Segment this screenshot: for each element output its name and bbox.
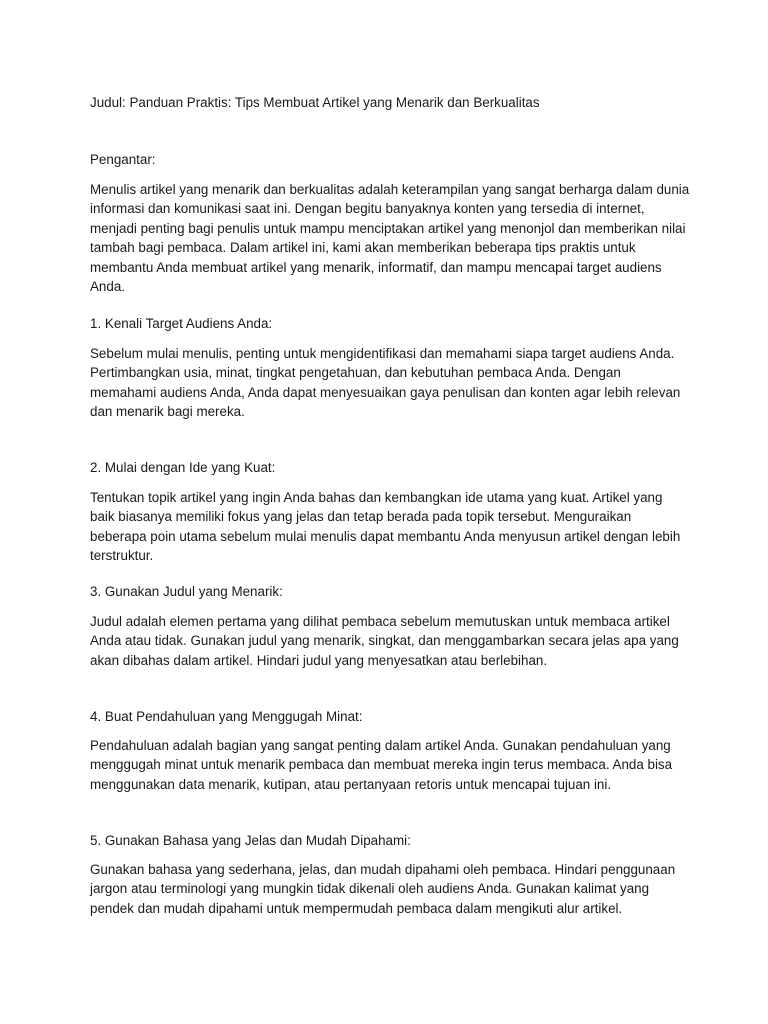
section-paragraph-4: Pendahuluan adalah bagian yang sangat penting dalam artikel Anda. Gunakan pendahuluan yang menggugah minat untuk menarik pembaca dan membuat mereka ingin terus membaca. Anda bisa menggunakan data menarik, kutipan, atau pertanyaan retoris untuk mencapai tujuan ini. <box>90 738 673 792</box>
section-paragraph-5: Gunakan bahasa yang sederhana, jelas, dan mudah dipahami oleh pembaca. Hindari penggunaan jargon atau terminologi yang mungkin tidak dikenali oleh audiens Anda. Gunakan kalimat yang pendek dan mudah dipahami untuk mempermudah pembaca dalam mengikuti alur artikel. <box>90 862 676 916</box>
intro-paragraph: Menulis artikel yang menarik dan berkualitas adalah keterampilan yang sangat berharga dalam dunia informasi dan komunikasi saat ini. Dengan begitu banyaknya konten yang tersedia di internet, menjadi penting bagi penulis untuk mampu menciptakan artikel yang menonjol dan memberikan nilai tambah bagi pembaca. Dalam artikel ini, kami akan memberikan beberapa tips praktis untuk membantu Anda membuat artikel yang menarik, informatif, dan mampu mencapai target audiens Anda. <box>90 182 690 295</box>
section-paragraph-2: Tentukan topik artikel yang ingin Anda bahas dan kembangkan ide utama yang kuat. Artikel yang baik biasanya memiliki fokus yang jelas dan tetap berada pada topik tersebut. Menguraikan beberapa poin utama sebelum mulai menulis dapat membantu Anda menyusun artikel dengan lebih terstruktur. <box>90 490 681 564</box>
document-title: Judul: Panduan Praktis: Tips Membuat Artikel yang Menarik dan Berkualitas <box>90 95 540 110</box>
intro-label: Pengantar: <box>90 152 156 167</box>
section-heading-2: 2. Mulai dengan Ide yang Kuat: <box>90 460 276 475</box>
section-heading-5: 5. Gunakan Bahasa yang Jelas dan Mudah Dipahami: <box>90 833 411 848</box>
section-heading-3: 3. Gunakan Judul yang Menarik: <box>90 584 283 599</box>
document-page <box>90 93 690 916</box>
section-heading-4: 4. Buat Pendahuluan yang Menggugah Minat: <box>90 709 363 724</box>
section-paragraph-1: Sebelum mulai menulis, penting untuk mengidentifikasi dan memahami siapa target audiens Anda. Pertimbangkan usia, minat, tingkat pengetahuan, dan kebutuhan pembaca Anda. Dengan memahami audiens Anda, Anda dapat menyesuaikan gaya penulisan dan konten agar lebih relevan dan menarik bagi mereka. <box>90 346 681 420</box>
section-paragraph-3: Judul adalah elemen pertama yang dilihat pembaca sebelum memutuskan untuk membaca artikel Anda atau tidak. Gunakan judul yang menarik, singkat, dan menggambarkan secara jelas apa yang akan dibahas dalam artikel. Hindari judul yang menyesatkan atau berlebihan. <box>90 614 679 668</box>
section-heading-1: 1. Kenali Target Audiens Anda: <box>90 316 273 331</box>
